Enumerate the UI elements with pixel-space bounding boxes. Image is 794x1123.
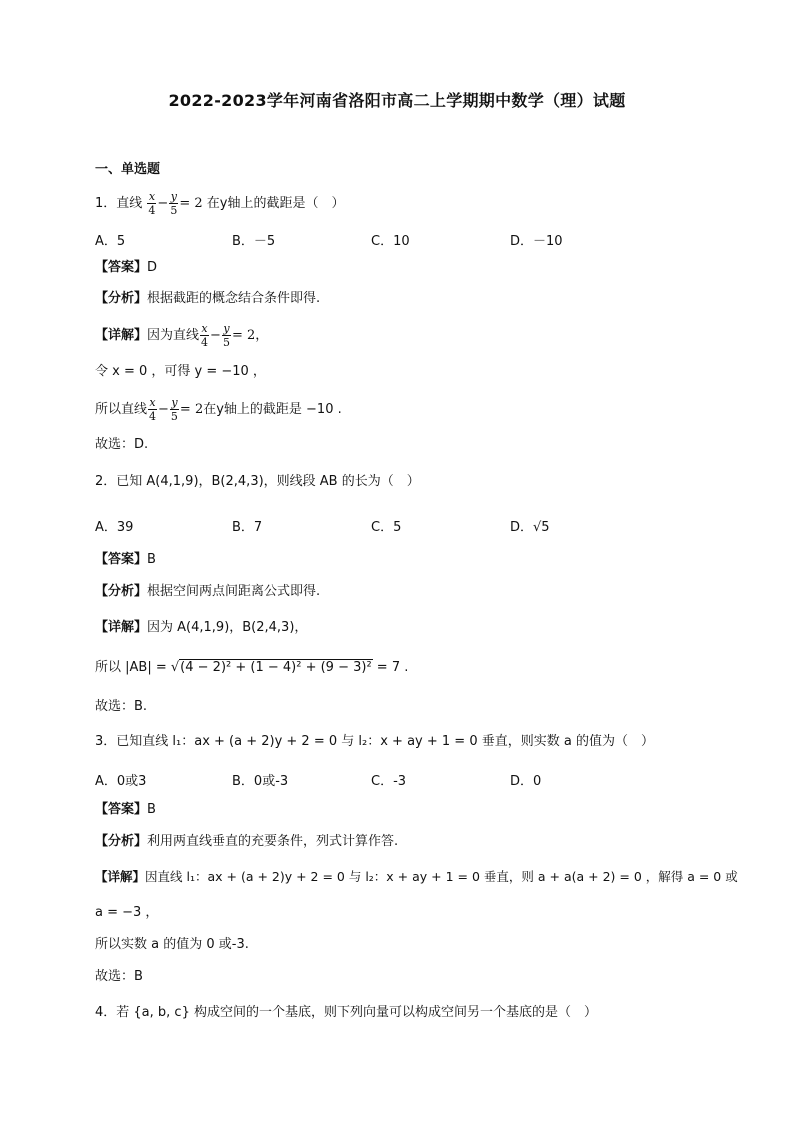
q2-answer: 【答案】B bbox=[95, 552, 156, 567]
q1-frac-y5: $\frac{y}{5}$ bbox=[170, 190, 178, 217]
q3-option-b: B．0或-3 bbox=[232, 774, 289, 789]
q1-number: 1．直线 bbox=[95, 196, 143, 211]
q1-option-c: C．10 bbox=[371, 234, 410, 249]
q2-option-c: C．5 bbox=[371, 520, 402, 535]
q1-detail-3: 所以直线 $\frac{x}{4}$ − $\frac{y}{5}$ = 2在y轴上的截距是 −10 . bbox=[95, 396, 342, 423]
q2-radical: (4 − 2)² + (1 − 4)² + (9 − 3)² bbox=[180, 660, 372, 675]
q1-stem-tail: 在y轴上的截距是（ ） bbox=[206, 196, 345, 211]
q3-detail-3: 所以实数 a 的值为 0 或-3. bbox=[95, 937, 249, 952]
q2-detail-1: 【详解】因为 A(4,1,9)，B(2,4,3)， bbox=[95, 620, 308, 635]
q2-conclusion: 故选：B. bbox=[95, 699, 148, 714]
q1-answer: 【答案】D bbox=[95, 260, 158, 275]
q3-stem: 3．已知直线 l₁：ax + (a + 2)y + 2 = 0 与 l₂：x + ay + 1 = 0 垂直，则实数 a 的值为（ ） bbox=[95, 734, 654, 749]
q1-frac-x4: $\frac{x}{4}$ bbox=[148, 190, 156, 217]
q4-stem: 4．若 {a, b, c} 构成空间的一个基底，则下列向量可以构成空间另一个基底的是（ ） bbox=[95, 1005, 597, 1020]
q1-option-a: A．5 bbox=[95, 234, 126, 249]
q3-analysis: 【分析】利用两直线垂直的充要条件，列式计算作答. bbox=[95, 834, 399, 849]
q3-detail-1: 【详解】因直线 l₁：ax + (a + 2)y + 2 = 0 与 l₂：x + ay + 1 = 0 垂直，则 a + a(a + 2) = 0 ，解得 a = 0 或 bbox=[95, 869, 738, 884]
q3-option-c: C．-3 bbox=[371, 774, 407, 789]
q2-stem: 2．已知 A(4,1,9)，B(2,4,3)，则线段 AB 的长为（ ） bbox=[95, 474, 420, 489]
q1-stem: 1．直线 $\frac{x}{4}$ − $\frac{y}{5}$ = 2 在y轴上的截距是（ ） bbox=[95, 190, 345, 217]
q1-detail-2: 令 x = 0 ，可得 y = −10 ， bbox=[95, 364, 266, 379]
q2-detail-2: 所以 |AB| = √(4 − 2)² + (1 − 4)² + (9 − 3)² = 7 . bbox=[95, 660, 409, 675]
q1-conclusion: 故选：D. bbox=[95, 437, 149, 452]
section-heading: 一、单选题 bbox=[95, 162, 161, 177]
q1-option-b: B．－5 bbox=[232, 234, 276, 249]
q1-detail-1: 【详解】因为直线 $\frac{x}{4}$ − $\frac{y}{5}$ = 2， bbox=[95, 322, 269, 349]
q3-conclusion: 故选：B bbox=[95, 969, 143, 984]
q3-option-a: A．0或3 bbox=[95, 774, 147, 789]
q1-option-d: D．－10 bbox=[510, 234, 563, 249]
page-title: 2022-2023学年河南省洛阳市高二上学期期中数学（理）试题 bbox=[168, 91, 626, 110]
q3-answer: 【答案】B bbox=[95, 802, 156, 817]
q3-detail-2: a = −3 ， bbox=[95, 905, 159, 920]
q2-option-d: D．√5 bbox=[510, 520, 550, 535]
q2-option-b: B．7 bbox=[232, 520, 263, 535]
q3-option-d: D．0 bbox=[510, 774, 542, 789]
q1-analysis: 【分析】根据截距的概念结合条件即得. bbox=[95, 291, 321, 306]
q2-option-a: A．39 bbox=[95, 520, 134, 535]
q2-analysis: 【分析】根据空间两点间距离公式即得. bbox=[95, 584, 321, 599]
